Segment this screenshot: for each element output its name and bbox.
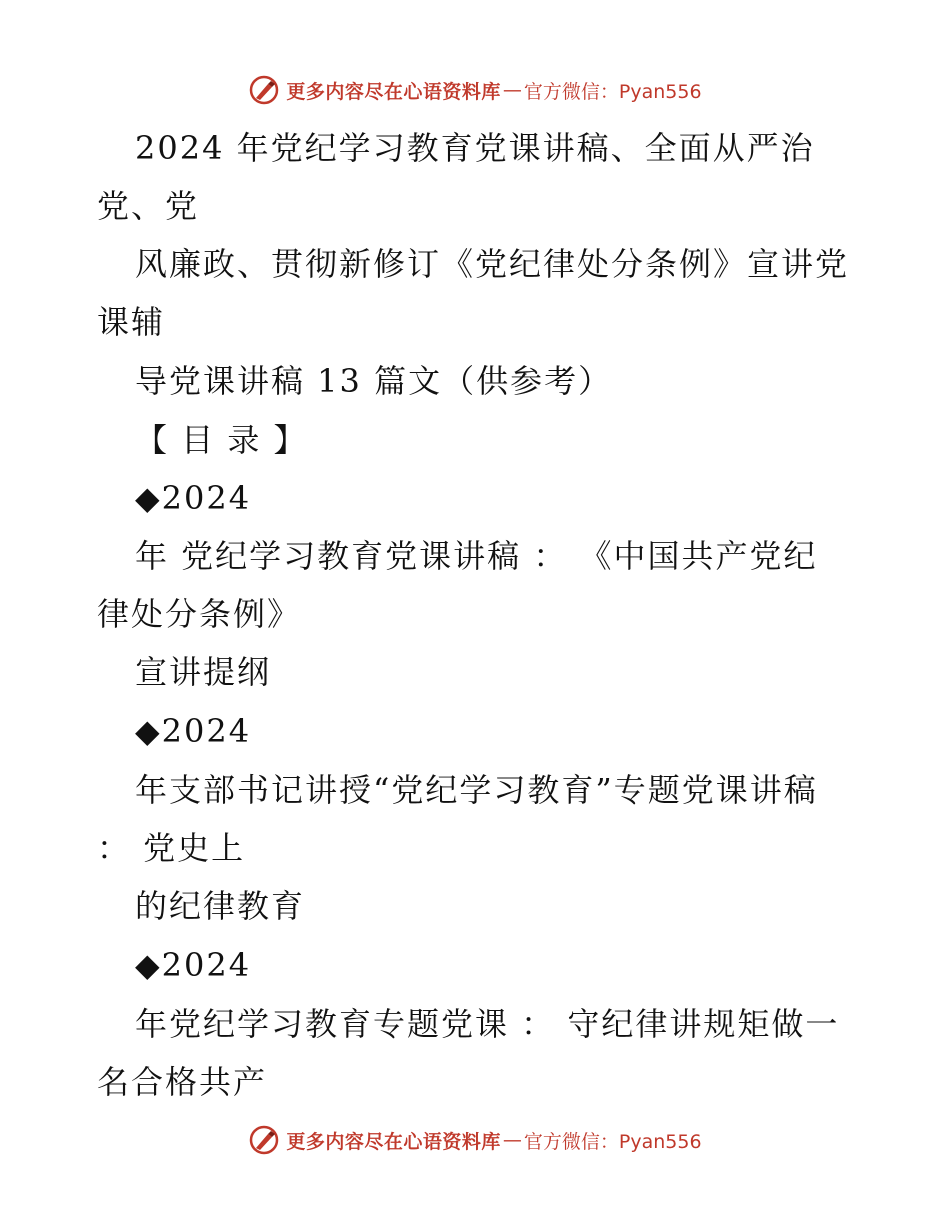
- watermark-banner-top: [0, 70, 950, 110]
- toc-item-1-line-2: 律处分条例》: [97, 595, 302, 633]
- toc-item-2-line-1: 年支部书记讲授“党纪学习教育”专题党课讲稿: [135, 771, 818, 809]
- watermark-banner-bottom: [0, 1120, 950, 1160]
- title-line-3: 风廉政、贯彻新修订《党纪律处分条例》宣讲党: [135, 245, 850, 283]
- title-line-5: 导党课讲稿 13 篇文（供参考）: [135, 362, 613, 400]
- toc-item-2-line-3: 的纪律教育: [135, 887, 306, 925]
- watermark-separator: —: [502, 79, 522, 101]
- watermark-separator: —: [502, 1129, 522, 1151]
- pen-logo-icon: [248, 74, 280, 106]
- toc-item-1-line-1: 年 党纪学习教育党课讲稿 ： 《中国共产党纪: [135, 537, 818, 575]
- toc-item-1-marker: ◆2024: [135, 479, 252, 517]
- watermark-contact: 官方微信：Pyan556: [523, 80, 702, 103]
- toc-item-2-line-2: ： 党史上: [97, 829, 246, 867]
- title-line-1: 2024 年党纪学习教育党课讲稿、全面从严治: [135, 129, 815, 167]
- title-line-4: 课辅: [97, 303, 166, 341]
- watermark-brand: 更多内容尽在心语资料库: [286, 1130, 501, 1153]
- toc-item-1-line-3: 宣讲提纲: [135, 653, 272, 691]
- watermark-brand: 更多内容尽在心语资料库: [286, 80, 501, 103]
- toc-item-2-marker: ◆2024: [135, 712, 252, 750]
- toc-item-3-marker: ◆2024: [135, 946, 252, 984]
- pen-logo-icon: [248, 1124, 280, 1156]
- toc-item-3-line-1: 年党纪学习教育专题党课 ： 守纪律讲规矩做一: [135, 1005, 840, 1043]
- title-line-2: 党、党: [97, 187, 200, 225]
- toc-item-3-line-2: 名合格共产: [97, 1063, 268, 1101]
- watermark-contact: 官方微信：Pyan556: [523, 1130, 702, 1153]
- toc-heading: 【 目 录 】: [135, 421, 308, 459]
